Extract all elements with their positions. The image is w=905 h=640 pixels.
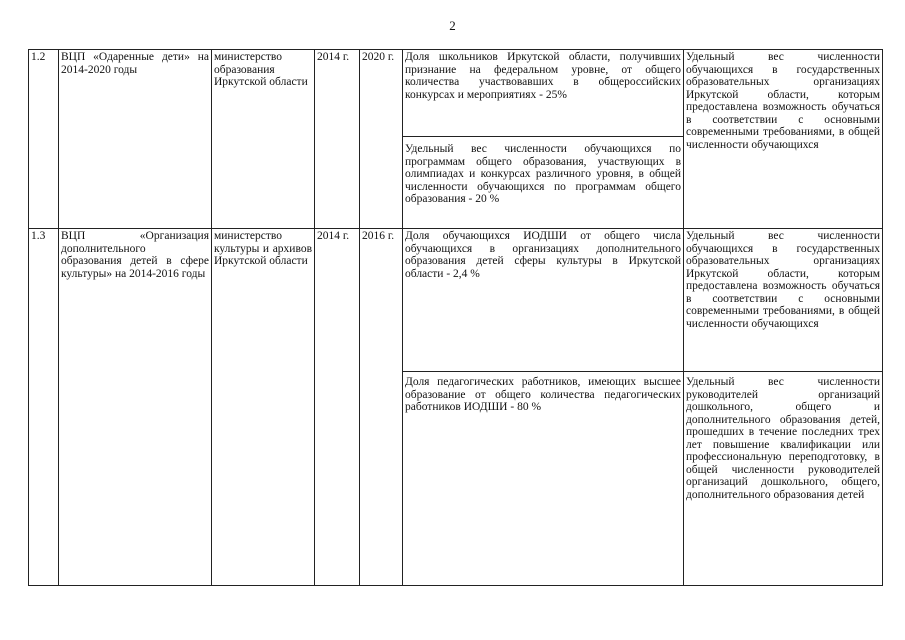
indicator-cell: Доля педагогических работников, имеющих высшее образование от общего количества педагогических работников ИОДШИ - 80 % [403,372,684,586]
year-start: 2014 г. [315,50,360,229]
year-end: 2020 г. [360,50,403,229]
table-row [29,50,883,137]
indicator-cell: Удельный вес численности обучающихся по программам общего образования, участвующих в олимпиадах и конкурсах различного уровня, в общей численности обучающихся по программам общего образования - 20 % [403,137,684,229]
indicator-cell: Доля школьников Иркутской области, получивших признание на федеральном уровне, от общего количества участвовавших в общероссийских конкурсах и мероприятиях - 25% [403,50,684,137]
responsible-ministry: министерство образования Иркутской области [212,50,315,229]
table-row [29,229,883,372]
program-table [28,49,883,586]
program-name: ВЦП «Организация дополнительного образования детей в сфере культуры» на 2014-2016 годы [59,229,212,586]
target-cell: Удельный вес численности руководителей организаций дошкольного, общего и дополнительного образования детей, прошедших в течение последних трех лет повышение квалификации или профессиональную переподготовку, в общей численности руководителей организаций дошкольного, общего, дополнительного образования детей [684,372,883,586]
row-number: 1.2 [29,50,59,229]
target-cell: Удельный вес численности обучающихся в государственных образовательных организациях Иркутской области, которым предоставлена возможность обучаться в соответствии с основными современными требованиями, в общей численности обучающихся [684,229,883,372]
program-name: ВЦП «Одаренные дети» на 2014-2020 годы [59,50,212,229]
year-end: 2016 г. [360,229,403,586]
year-start: 2014 г. [315,229,360,586]
target-cell: Удельный вес численности обучающихся в государственных образовательных организациях Иркутской области, которым предоставлена возможность обучаться в соответствии с основными современными требованиями, в общей численности обучающихся [684,50,883,229]
row-number: 1.3 [29,229,59,586]
indicator-cell: Доля обучающихся ИОДШИ от общего числа обучающихся в организациях дополнительного образования детей сферы культуры в Иркутской области - 2,4 % [403,229,684,372]
responsible-ministry: министерство культуры и архивов Иркутской области [212,229,315,586]
page-number: 2 [449,18,456,33]
